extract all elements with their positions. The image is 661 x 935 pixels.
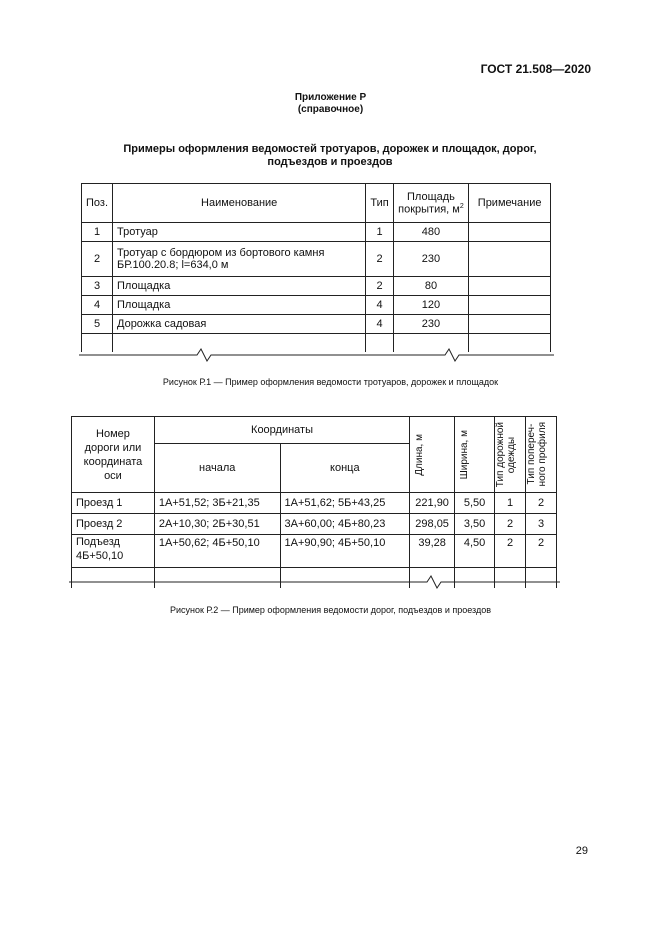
cell-note xyxy=(469,277,551,296)
cell-road xyxy=(72,535,155,568)
header-name: Наименование xyxy=(113,184,366,223)
cell-area: 80 xyxy=(393,277,469,296)
cell-note xyxy=(469,296,551,315)
header-profile-l2: ного профиля xyxy=(537,422,548,487)
header-end: конца xyxy=(280,444,410,493)
cell-area: 230 xyxy=(393,242,469,277)
cell-note xyxy=(469,242,551,277)
cell-road: Проезд 2 xyxy=(72,514,155,535)
cell-name: Площадка xyxy=(113,296,366,315)
header-pavement-l2: одежды xyxy=(506,436,518,473)
cell-pos: 3 xyxy=(82,277,113,296)
cell-type: 1 xyxy=(366,223,393,242)
table-row xyxy=(82,296,551,315)
table-row xyxy=(72,535,557,568)
section-heading xyxy=(80,143,580,169)
table-break-line xyxy=(69,575,560,589)
table-row xyxy=(82,315,551,334)
cell-pos: 5 xyxy=(82,315,113,334)
header-profile-l1: Тип попереч- xyxy=(526,424,537,485)
cell-type: 2 xyxy=(366,277,393,296)
cell-pos: 4 xyxy=(82,296,113,315)
cell-type: 2 xyxy=(366,242,393,277)
cell-start: 1А+51,52; 3Б+21,35 xyxy=(154,493,280,514)
cell-profile: 3 xyxy=(526,514,557,535)
cell-width: 5,50 xyxy=(455,493,495,514)
header-road-l1: Номер xyxy=(96,427,130,440)
header-area-line2-wrap xyxy=(398,203,465,216)
cell-end: 1А+90,90; 4Б+50,10 xyxy=(280,535,410,568)
cell-note xyxy=(469,223,551,242)
figure-caption-1: Рисунок Р.1 — Пример оформления ведомости тротуаров, дорожек и площадок xyxy=(162,377,499,387)
cell-end: 3А+60,00; 4Б+80,23 xyxy=(280,514,410,535)
header-road-l3: координата xyxy=(83,455,143,468)
table-row xyxy=(82,277,551,296)
header-width-text: Ширина, м xyxy=(459,429,471,480)
header-profile-text xyxy=(526,422,548,486)
cell-start: 2А+10,30; 2Б+30,51 xyxy=(154,514,280,535)
table-row xyxy=(82,223,551,242)
appendix-subtitle: (справочное) xyxy=(297,104,364,115)
cell-name-line1: Тротуар с бордюром из бортового камня xyxy=(117,247,325,259)
header-coordinates: Координаты xyxy=(154,417,409,444)
cell-name: Дорожка садовая xyxy=(113,315,366,334)
table-header-row xyxy=(82,184,551,223)
header-pavement-l1: Тип дорожной xyxy=(495,421,507,488)
header-area-line2: покрытия, м xyxy=(398,203,460,216)
table-break-line xyxy=(79,348,554,362)
header-pos: Поз. xyxy=(82,184,113,223)
cell-name: Площадка xyxy=(113,277,366,296)
cell-pavement: 1 xyxy=(495,493,526,514)
header-pavement xyxy=(495,417,526,493)
header-area xyxy=(393,184,469,223)
cell-length: 39,28 xyxy=(410,535,455,568)
page-number: 29 xyxy=(575,845,588,857)
cell-pos: 2 xyxy=(82,242,113,277)
appendix-title: Приложение Р xyxy=(294,92,367,103)
table-header-row xyxy=(72,417,557,444)
header-profile xyxy=(526,417,557,493)
header-area-line1: Площадь xyxy=(407,190,455,203)
cell-name xyxy=(113,242,366,277)
cell-length: 221,90 xyxy=(410,493,455,514)
header-note: Примечание xyxy=(469,184,551,223)
cell-area: 480 xyxy=(393,223,469,242)
cell-start: 1А+50,62; 4Б+50,10 xyxy=(154,535,280,568)
cell-name: Тротуар xyxy=(113,223,366,242)
cell-profile: 2 xyxy=(526,535,557,568)
header-road-l4: оси xyxy=(104,469,122,482)
header-length xyxy=(410,417,455,493)
cell-road-line1: Подъезд xyxy=(76,536,120,548)
standard-number: ГОСТ 21.508—2020 xyxy=(480,62,591,76)
cell-profile: 2 xyxy=(526,493,557,514)
table-row xyxy=(72,514,557,535)
heading-line-2: подъездов и проездов xyxy=(267,156,393,168)
cell-road-line2: 4Б+50,10 xyxy=(76,550,124,562)
cell-note xyxy=(469,315,551,334)
table-row xyxy=(72,493,557,514)
header-area-sup: 2 xyxy=(459,202,464,210)
cell-area: 120 xyxy=(393,296,469,315)
cell-name-line2: БР.100.20.8; l=634,0 м xyxy=(117,259,229,271)
table-row xyxy=(82,242,551,277)
cell-pos: 1 xyxy=(82,223,113,242)
cell-length: 298,05 xyxy=(410,514,455,535)
cell-type: 4 xyxy=(366,296,393,315)
header-pavement-text xyxy=(495,422,517,487)
cell-width: 4,50 xyxy=(455,535,495,568)
header-road xyxy=(72,417,155,493)
sidewalks-table xyxy=(81,183,551,352)
cell-area: 230 xyxy=(393,315,469,334)
header-start: начала xyxy=(154,444,280,493)
appendix-heading xyxy=(0,92,661,116)
figure-caption-2: Рисунок Р.2 — Пример оформления ведомости дорог, подъездов и проездов xyxy=(169,605,492,615)
cell-road: Проезд 1 xyxy=(72,493,155,514)
heading-line-1: Примеры оформления ведомостей тротуаров, дорожек и площадок, дорог, xyxy=(123,143,537,155)
header-road-l2: дороги или xyxy=(84,441,142,454)
cell-type: 4 xyxy=(366,315,393,334)
cell-pavement: 2 xyxy=(495,514,526,535)
header-type: Тип xyxy=(366,184,393,223)
header-length-text: Длина, м xyxy=(414,433,426,476)
cell-end: 1А+51,62; 5Б+43,25 xyxy=(280,493,410,514)
roads-table xyxy=(71,416,557,588)
cell-width: 3,50 xyxy=(455,514,495,535)
cell-pavement: 2 xyxy=(495,535,526,568)
header-width xyxy=(455,417,495,493)
